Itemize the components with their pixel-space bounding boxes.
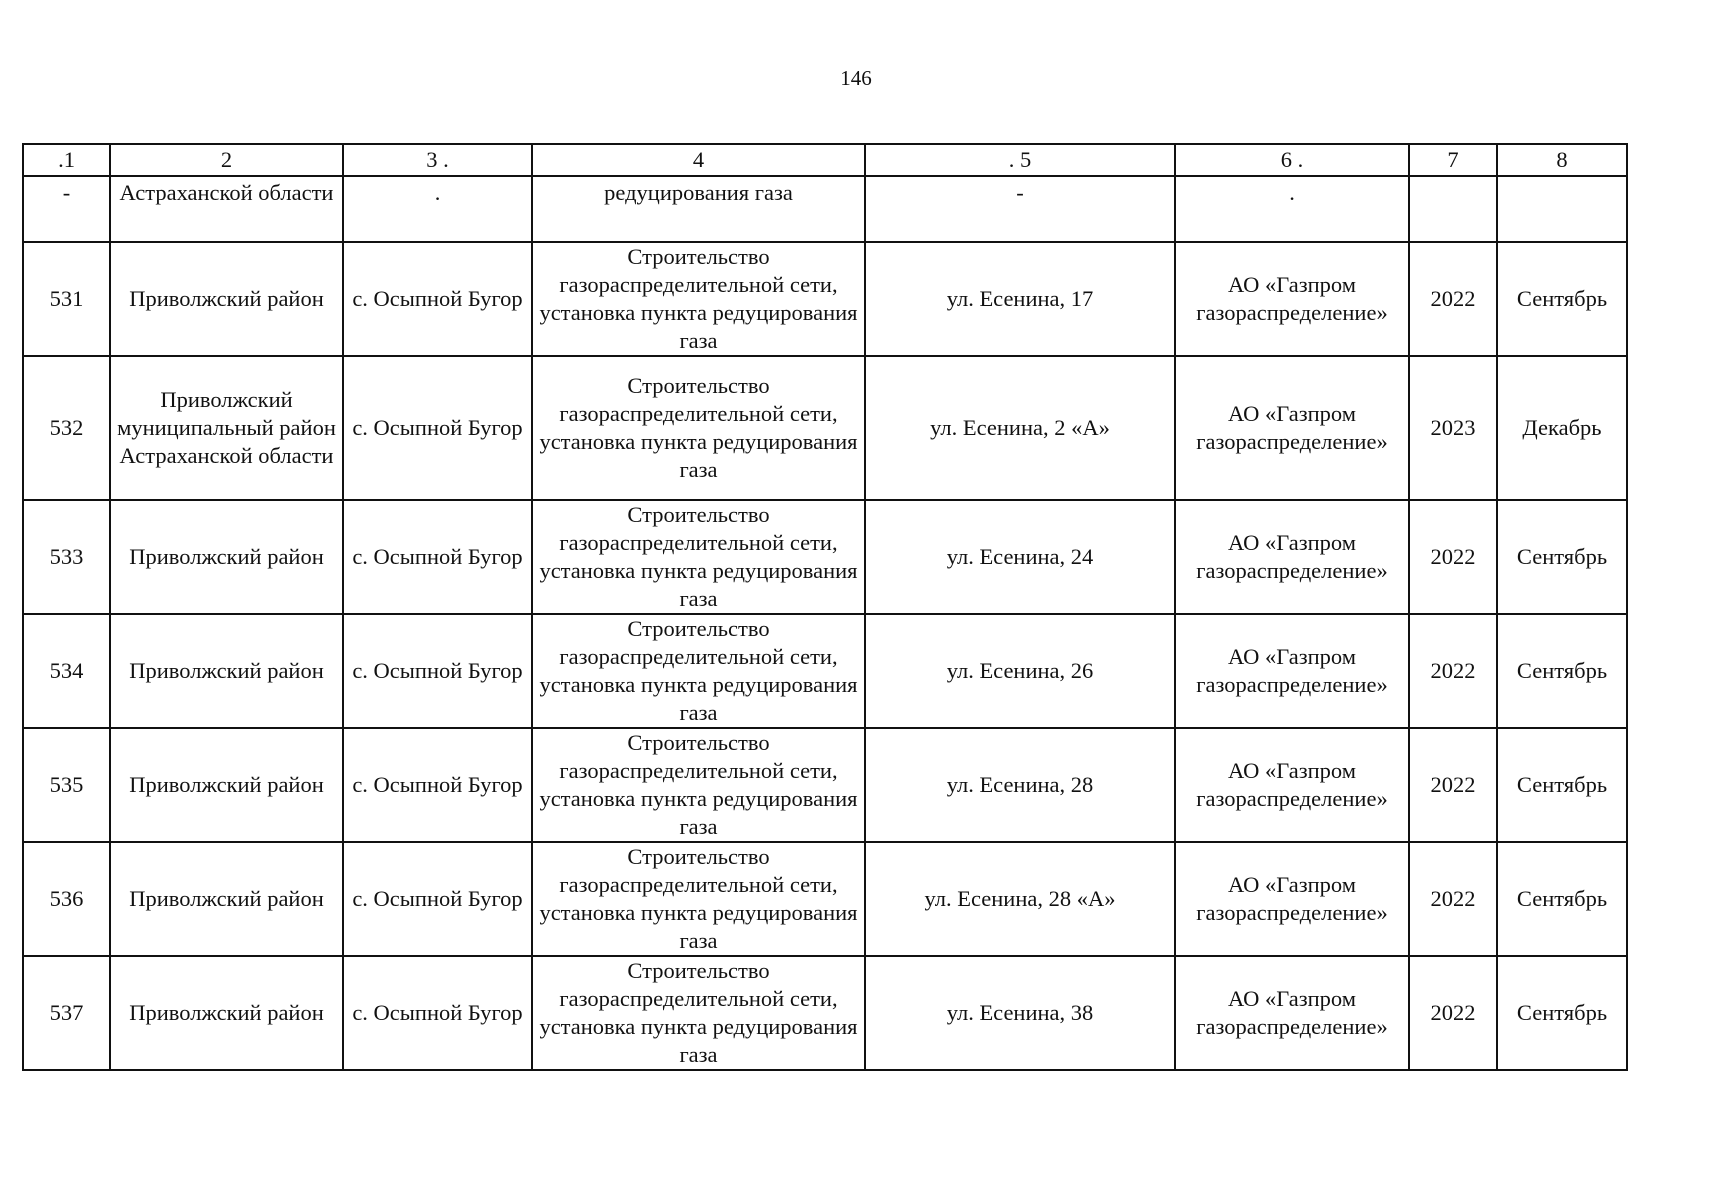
cell-district: Приволжский муниципальный район Астраханской области (110, 356, 343, 500)
cell-settlement: с. Осыпной Бугор (343, 242, 532, 356)
cell-district: Приволжский район (110, 242, 343, 356)
cell-month: Сентябрь (1497, 614, 1627, 728)
cell-org: АО «Газпром газораспределение» (1175, 356, 1409, 500)
page-number: 146 (840, 66, 872, 90)
cell-district: Приволжский район (110, 728, 343, 842)
table-row (23, 614, 1627, 728)
cell-org: АО «Газпром газораспределение» (1175, 614, 1409, 728)
cell-month (1497, 176, 1627, 242)
table-header-row (23, 144, 1627, 176)
cell-org: . (1175, 176, 1409, 242)
cell-district: Приволжский район (110, 500, 343, 614)
header-col-3: 3 . (343, 144, 532, 176)
cell-settlement: с. Осыпной Бугор (343, 728, 532, 842)
cell-year: 2022 (1409, 242, 1497, 356)
cell-year: 2022 (1409, 500, 1497, 614)
cell-address: ул. Есенина, 28 (865, 728, 1175, 842)
document-table (22, 143, 1628, 1071)
cell-num: 534 (23, 614, 110, 728)
table-row-continuation (23, 176, 1627, 242)
cell-address: ул. Есенина, 26 (865, 614, 1175, 728)
cell-settlement: с. Осыпной Бугор (343, 842, 532, 956)
table-row (23, 842, 1627, 956)
cell-num: 532 (23, 356, 110, 500)
cell-address: ул. Есенина, 38 (865, 956, 1175, 1070)
cell-month: Сентябрь (1497, 728, 1627, 842)
cell-org: АО «Газпром газораспределение» (1175, 956, 1409, 1070)
header-col-1: .1 (23, 144, 110, 176)
cell-month: Сентябрь (1497, 242, 1627, 356)
cell-district: Приволжский район (110, 956, 343, 1070)
cell-num: 537 (23, 956, 110, 1070)
cell-work: Строительство газораспределительной сети, установка пункта редуцирования газа (532, 500, 865, 614)
cell-num: 533 (23, 500, 110, 614)
cell-work: Строительство газораспределительной сети, установка пункта редуцирования газа (532, 242, 865, 356)
cell-year: 2022 (1409, 614, 1497, 728)
cell-settlement: с. Осыпной Бугор (343, 956, 532, 1070)
cell-year (1409, 176, 1497, 242)
cell-settlement: . (343, 176, 532, 242)
table-row (23, 500, 1627, 614)
cell-address: ул. Есенина, 2 «А» (865, 356, 1175, 500)
cell-district: Приволжский район (110, 842, 343, 956)
cell-org: АО «Газпром газораспределение» (1175, 500, 1409, 614)
cell-month: Сентябрь (1497, 500, 1627, 614)
header-col-5: . 5 (865, 144, 1175, 176)
cell-district: Приволжский район (110, 614, 343, 728)
header-col-4: 4 (532, 144, 865, 176)
header-col-2: 2 (110, 144, 343, 176)
header-col-7: 7 (1409, 144, 1497, 176)
cell-num: 531 (23, 242, 110, 356)
cell-num: - (23, 176, 110, 242)
cell-year: 2023 (1409, 356, 1497, 500)
cell-org: АО «Газпром газораспределение» (1175, 728, 1409, 842)
cell-org: АО «Газпром газораспределение» (1175, 242, 1409, 356)
cell-work: Строительство газораспределительной сети, установка пункта редуцирования газа (532, 842, 865, 956)
table-row (23, 956, 1627, 1070)
header-col-8: 8 (1497, 144, 1627, 176)
cell-work: Строительство газораспределительной сети, установка пункта редуцирования газа (532, 728, 865, 842)
cell-month: Сентябрь (1497, 842, 1627, 956)
table-row (23, 728, 1627, 842)
cell-work: Строительство газораспределительной сети, установка пункта редуцирования газа (532, 956, 865, 1070)
cell-address: - (865, 176, 1175, 242)
cell-address: ул. Есенина, 17 (865, 242, 1175, 356)
cell-num: 536 (23, 842, 110, 956)
cell-num: 535 (23, 728, 110, 842)
cell-year: 2022 (1409, 728, 1497, 842)
cell-month: Сентябрь (1497, 956, 1627, 1070)
cell-work: Строительство газораспределительной сети, установка пункта редуцирования газа (532, 614, 865, 728)
header-col-6: 6 . (1175, 144, 1409, 176)
cell-settlement: с. Осыпной Бугор (343, 614, 532, 728)
cell-settlement: с. Осыпной Бугор (343, 356, 532, 500)
cell-address: ул. Есенина, 28 «А» (865, 842, 1175, 956)
cell-month: Декабрь (1497, 356, 1627, 500)
table-row (23, 242, 1627, 356)
cell-year: 2022 (1409, 956, 1497, 1070)
cell-district: Астраханской области (110, 176, 343, 242)
cell-settlement: с. Осыпной Бугор (343, 500, 532, 614)
cell-work: Строительство газораспределительной сети, установка пункта редуцирования газа (532, 356, 865, 500)
cell-address: ул. Есенина, 24 (865, 500, 1175, 614)
cell-work: редуцирования газа (532, 176, 865, 242)
table-row (23, 356, 1627, 500)
cell-year: 2022 (1409, 842, 1497, 956)
cell-org: АО «Газпром газораспределение» (1175, 842, 1409, 956)
